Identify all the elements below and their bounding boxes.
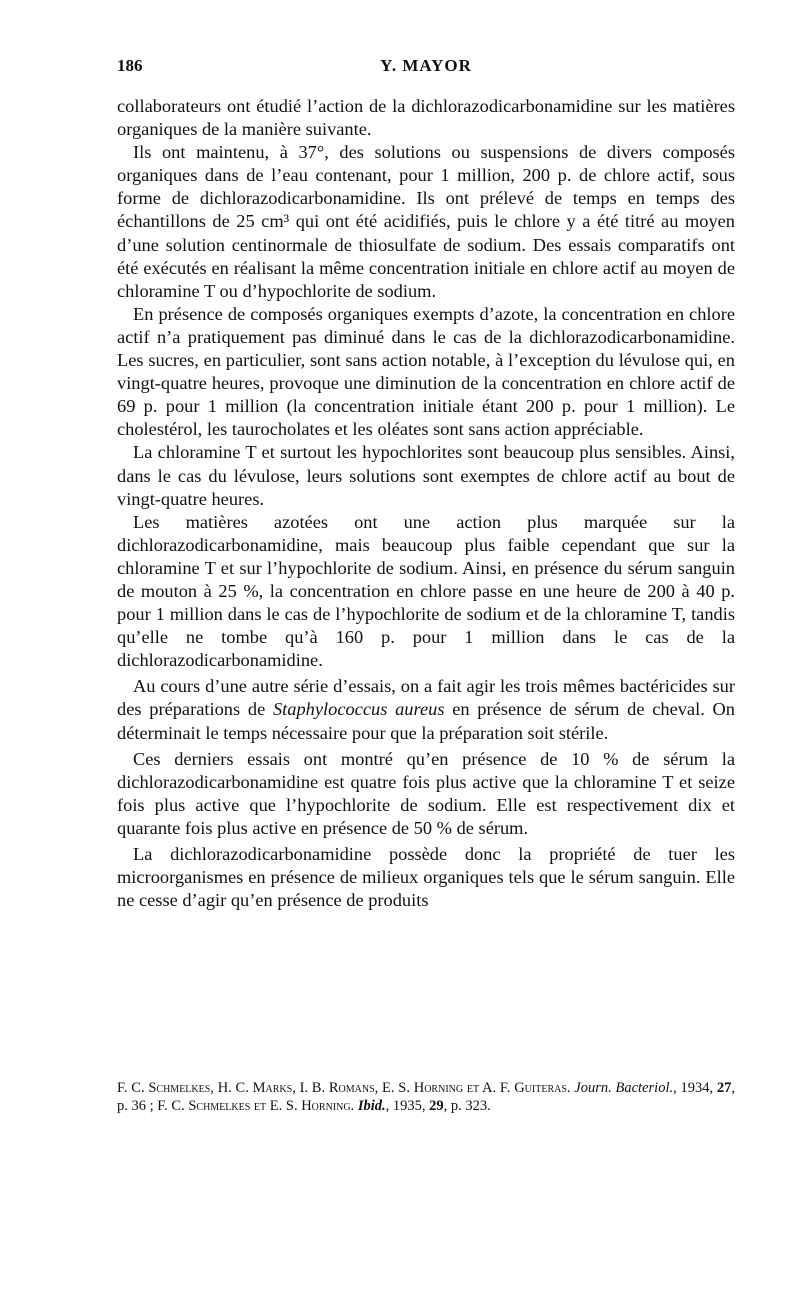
paragraph: Les matières azotées ont une action plus marquée sur la dichlorazodicarbonamidine, mais beaucoup plus faible cependant que sur la chloramine T et sur l’hypochlorite de sodium. Ainsi, en présence du sérum sanguin de mouton à 25 %, la concentration en chlore passe en une heure de 200 à 40 p. pour 1 million dans le cas de l’hypochlorite de sodium et de la chloramine T, tandis qu’elle ne tombe qu’à 160 p. pour 1 million dans le cas de la dichlorazodicarbonamidine. — [117, 511, 735, 671]
page-number: 186 — [117, 56, 143, 75]
paragraph: La dichlorazodicarbonamidine possède donc la propriété de tuer les microorganismes en présence de milieux organiques tels que le sérum sanguin. Elle ne cesse d’agir qu’en présence de produits — [117, 844, 735, 911]
body-text — [117, 95, 735, 912]
paragraph-text: en présence de sérum de cheval. On déterminait le temps nécessaire pour que la préparation soit stérile. — [117, 699, 736, 743]
paragraph: Ils ont maintenu, à 37°, des solutions ou suspensions de divers composés organiques dans de l’eau contenant, pour 1 million, 200 p. de chlore actif, sous forme de dichlorazodicarbonamidine. Ils ont prélevé de temps en temps des échantillons de 25 cm³ qui ont été acidifiés, puis le chlore y a été titré au moyen d’une solution centinormale de thiosulfate de sodium. Des essais comparatifs ont été exécutés en réalisant la même concentration initiale en chlore actif au moyen de chloramine T ou d’hypochlorite de sodium. — [117, 142, 735, 301]
paragraph-text: Au cours d’une autre série d’essais, on a fait agir les trois mêmes bactéricides sur des préparations de — [117, 676, 735, 720]
paragraph: La chloramine T et surtout les hypochlorites sont beaucoup plus sensibles. Ainsi, dans le cas du lévulose, leurs solutions sont exemptes de chlore actif au bout de vingt-quatre heures. — [117, 442, 735, 509]
paragraph: Ces derniers essais ont montré qu’en présence de 10 % de sérum la dichlorazodicarbonamidine est quatre fois plus active que la chloramine T et seize fois plus active que l’hypochlorite de sodium. Elle est respectivement dix et quarante fois plus active en présence de 50 % de sérum. — [117, 748, 735, 838]
footnote-volume: 29 — [429, 1098, 444, 1114]
footnote-authors: F. C. Schmelkes et E. S. Horning. — [157, 1098, 355, 1114]
footnote — [117, 1079, 735, 1115]
paragraph: collaborateurs ont étudié l’action de la dichlorazodicarbonamidine sur les matières organiques de la manière suivante. — [117, 96, 735, 140]
paragraph — [117, 675, 735, 744]
footnote-authors: F. C. Schmelkes, H. C. Marks, I. B. Romans, E. S. Horning et A. F. Guiteras. — [117, 1080, 571, 1096]
page-header — [117, 56, 735, 80]
footnote-volume: 27 — [716, 1080, 732, 1096]
species-name: Staphylococcus aureus — [272, 699, 445, 720]
footnote-journal: Ibid. — [357, 1098, 386, 1114]
footnote-pages: , p. 323. — [443, 1098, 491, 1114]
paragraph: En présence de composés organiques exempts d’azote, la concentration en chlore actif n’a pratiquement pas diminué dans le cas de la dichlorazodicarbonamidine. Les sucres, en particulier, sont sans action notable, à l’exception du lévulose qui, en vingt-quatre heures, provoque une diminution de la concentration en chlore actif de 69 p. pour 1 million (la concentration initiale étant 200 p. pour 1 million). Le cholestérol, les taurocholates et les oléates sont sans action appréciable. — [117, 303, 735, 440]
footnote-pages: , p. 36 ; — [117, 1080, 736, 1114]
footnote-year: , 1935, — [385, 1098, 430, 1114]
footnote-journal: Journ. Bacteriol. — [574, 1080, 674, 1096]
running-head: Y. MAYOR — [380, 56, 472, 75]
footnote-year: , 1934, — [673, 1080, 717, 1096]
